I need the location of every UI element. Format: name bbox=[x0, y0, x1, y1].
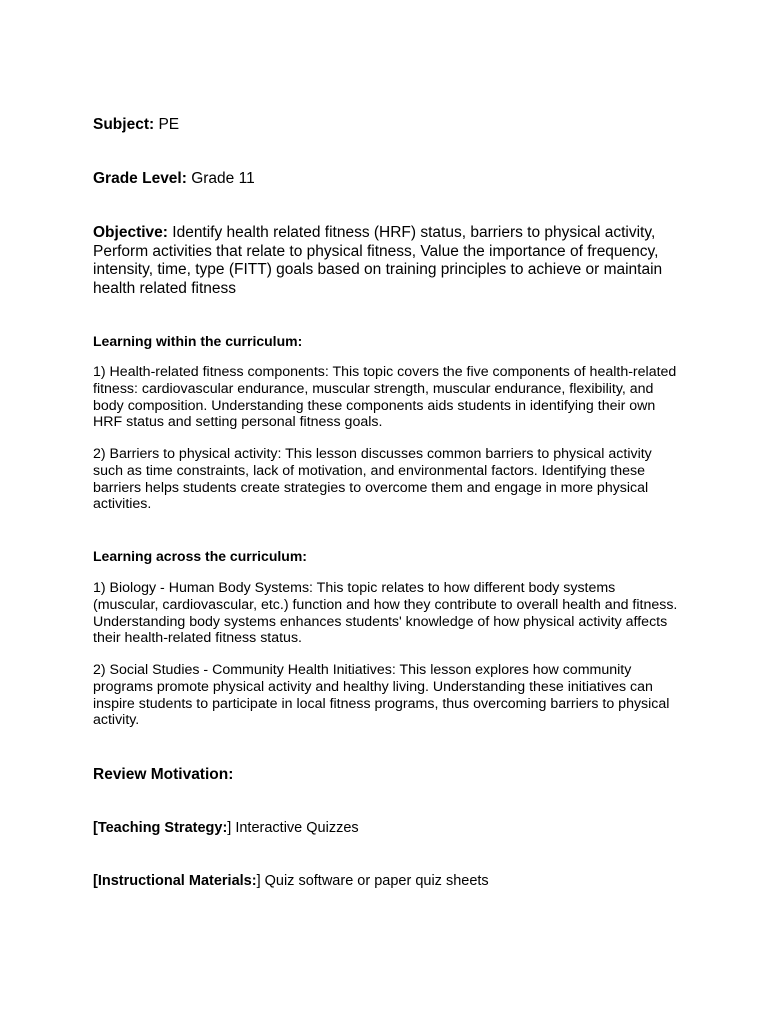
subject-label: Subject: bbox=[93, 116, 155, 133]
grade-level-value: Grade 11 bbox=[191, 170, 255, 187]
instructional-materials-line bbox=[93, 872, 683, 890]
instructional-materials-close-bracket: ] bbox=[256, 873, 261, 889]
learning-across-item-1: 1) Biology - Human Body Systems: This topic relates to how different body systems (muscular, cardiovascular, etc.) function and how they contribute to overall health and fitness. Understanding body systems enhances students' knowledge of how physical activity affects their health-related fitness status. bbox=[93, 580, 678, 647]
learning-across-heading: Learning across the curriculum: bbox=[93, 548, 307, 564]
instructional-materials-label: [Instructional Materials: bbox=[93, 873, 257, 889]
grade-level-line bbox=[93, 170, 683, 189]
subject-value: PE bbox=[158, 116, 180, 133]
learning-across-item-2: 2) Social Studies - Community Health Initiatives: This lesson explores how community programs promote physical activity and healthy living. Understanding these initiatives can inspire students to participate in local fitness programs, thus overcoming barriers to physical activity. bbox=[93, 662, 670, 729]
objective-value: Identify health related fitness (HRF) status, barriers to physical activity, Perform activities that relate to physical fitness, Value the importance of frequency, intensity, time, type (FITT) goals based on training principles to achieve or maintain health related fitness bbox=[93, 224, 663, 297]
objective-label: Objective: bbox=[93, 224, 168, 241]
learning-within-item-1: 1) Health-related fitness components: This topic covers the five components of health-related fitness: cardiovascular endurance, muscular strength, muscular endurance, flexibility, and body composition. Understanding these components aids students in identifying their own HRF status and setting personal fitness goals. bbox=[93, 364, 677, 431]
review-motivation-heading: Review Motivation: bbox=[93, 766, 234, 783]
learning-within-item-2: 2) Barriers to physical activity: This lesson discusses common barriers to physical activity such as time constraints, lack of motivation, and environmental factors. Identifying these barriers helps students create strategies to overcome them and engage in more physical activities. bbox=[93, 446, 652, 513]
teaching-strategy-close-bracket: ] bbox=[227, 820, 232, 836]
teaching-strategy-label: [Teaching Strategy: bbox=[93, 820, 228, 836]
objective-line bbox=[93, 224, 683, 298]
subject-line bbox=[93, 116, 683, 135]
instructional-materials-value: Quiz software or paper quiz sheets bbox=[260, 873, 489, 889]
grade-level-label: Grade Level: bbox=[93, 170, 187, 187]
teaching-strategy-value: Interactive Quizzes bbox=[231, 820, 359, 836]
teaching-strategy-line bbox=[93, 819, 683, 837]
learning-within-heading: Learning within the curriculum: bbox=[93, 333, 303, 349]
